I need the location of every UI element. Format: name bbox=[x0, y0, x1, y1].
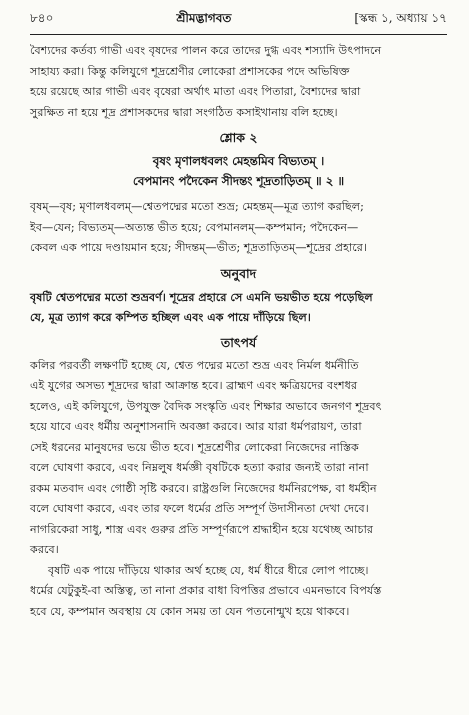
purport-line: হবে যে, কম্পমান অবস্থায় যে কোন সময় তা যেন পতনোন্মুখ হয়ে থাকবে। bbox=[30, 604, 350, 618]
verse-line: বেপমানং পদৈকেন সীদন্তং শূদ্রতাড়িতম্ ॥ ২ ॥ bbox=[132, 174, 345, 188]
translation-line: যে, মূত্র ত্যাগ করে কম্পিত হচ্ছিল এবং এক পায়ে দাঁড়িয়ে ছিল। bbox=[30, 310, 311, 324]
translation-line: বৃষটি শ্বেতপদ্মের মতো শুভ্রবর্ণ। শূদ্রের প্রহারে সে এমনি ভয়ভীত হয়ে পড়েছিল bbox=[30, 289, 373, 304]
intro-line: সুরক্ষিত না হয়ে শূদ্র প্রশাসকদের দ্বারা সংগঠিত কসাইখানায় বলি হচ্ছে। bbox=[30, 105, 338, 119]
page-header bbox=[30, 10, 447, 30]
book-title: শ্রীমদ্ভাগবত bbox=[176, 11, 232, 25]
purport-line: কলির পরবর্তী লক্ষণটি হচ্ছে যে, শ্বেত পদ্মের মতো শুভ্র এবং নির্মল ধর্মনীতি bbox=[30, 358, 359, 372]
purport-line: বলে ঘোষণা করবে, এবং তার ফলে ধর্মের প্রতি সম্পূর্ণ উদাসীনতা দেখা দেবে। bbox=[30, 502, 369, 515]
page-number: ৮৪০ bbox=[30, 11, 54, 25]
purport-paragraph-2 bbox=[30, 561, 447, 623]
verse-line: বৃষং মৃণালধবলং মেহন্তমিব বিভ্যতম্ । bbox=[152, 154, 325, 168]
purport-heading: তাৎপর্য bbox=[220, 334, 257, 350]
purport-line: এই যুগের অসভ্য শূদ্রদের দ্বারা আক্রান্ত হবে। ব্রাহ্মণ এবং ক্ষত্রিয়দের বংশধর bbox=[30, 379, 358, 392]
purport-paragraph-1 bbox=[30, 356, 447, 561]
intro-line: সাহায্য করা। কিন্তু কলিযুগে শূদ্রশ্রেণীর লোকেরা প্রশাসকের পদে অভিষিক্ত bbox=[30, 64, 350, 78]
synonyms-line: কেবল এক পায়ে দণ্ডায়মান হয়ে; সীদন্তম্—ভীত; শূদ্রতাড়িতম্—শূদ্রের প্রহারে। bbox=[30, 241, 367, 254]
purport-line: হয়ে যাবে এবং ধর্মীয় অনুশাসনাদি অবজ্ঞা করবে। আর যারা ধর্মপরায়ণ, তারা bbox=[30, 420, 362, 433]
synonyms-paragraph bbox=[30, 197, 447, 259]
header-rule bbox=[30, 34, 447, 35]
translation-paragraph bbox=[30, 287, 447, 328]
purport-line: নাগরিকেরা সাধু, শাস্ত্র এবং গুরুর প্রতি সম্পূর্ণরূপে শ্রদ্ধাহীন হয়ে যথেচ্ছ আচার bbox=[30, 522, 373, 536]
purport-line: ধর্মের যেটুকুই-বা অস্তিত্ব, তা নানা প্রকার বাধা বিপত্তির প্রভাবে এমনভাবে বিপর্যস্ত bbox=[30, 584, 382, 597]
purport-line: সেই ধরনের মানুষদের ভয়ে ভীত হবে। শূদ্রশ্রেণীর লোকেরা নিজেদের নাস্তিক bbox=[30, 440, 359, 454]
synonyms-line: বৃষম্—বৃষ; মৃণালধবলম্—শ্বেতপদ্মের মতো শুভ্র; মেহন্তম্—মূত্র ত্যাগ করছিল; bbox=[30, 200, 364, 213]
verse-heading: শ্লোক ২ bbox=[219, 130, 258, 145]
purport-line: বৃষটি এক পায়ে দাঁড়িয়ে থাকার অর্থ হচ্ছে যে, ধর্ম ধীরে ধীরে লোপ পাচ্ছে। bbox=[48, 563, 369, 577]
chapter-reference: [স্কন্ধ ১, অধ্যায় ১৭ bbox=[354, 11, 447, 25]
intro-line: হয়ে রয়েছে আর গাভী এবং বৃষেরা অর্থাৎ মাতা এবং পিতারা, বৈশ্যদের দ্বারা bbox=[30, 85, 361, 98]
purport-line: করবে। bbox=[30, 543, 59, 556]
intro-paragraph bbox=[30, 41, 447, 123]
purport-line: হলেও, এই কলিযুগে, উপযুক্ত বৈদিক সংস্কৃতি এবং শিক্ষার অভাবে জনগণ শূদ্রবৎ bbox=[30, 399, 382, 413]
purport-line: বলে ঘোষণা করবে, এবং নিম্নলুষ ধর্মজ্ঞী বৃষটিকে হত্যা করার জন্যই তারা নানা bbox=[30, 461, 369, 474]
purport-line: রকম মতবাদ এবং গোষ্ঠী সৃষ্টি করবে। রাষ্ট্রগুলি নিজেদের ধর্মনিরপেক্ষ, বা ধর্মহীন bbox=[30, 481, 377, 495]
translation-heading: অনুবাদ bbox=[220, 265, 257, 281]
synonyms-line: ইব—যেন; বিভ্যতম্—অত্যন্ত ভীত হয়ে; বেপমানলম্—কম্পমান; পদৈকেন— bbox=[30, 220, 359, 234]
intro-line: বৈশ্যদের কর্তব্য গাভী এবং বৃষদের পালন করে তাদের দুগ্ধ এবং শস্যাদি উৎপাদনে bbox=[30, 44, 382, 57]
